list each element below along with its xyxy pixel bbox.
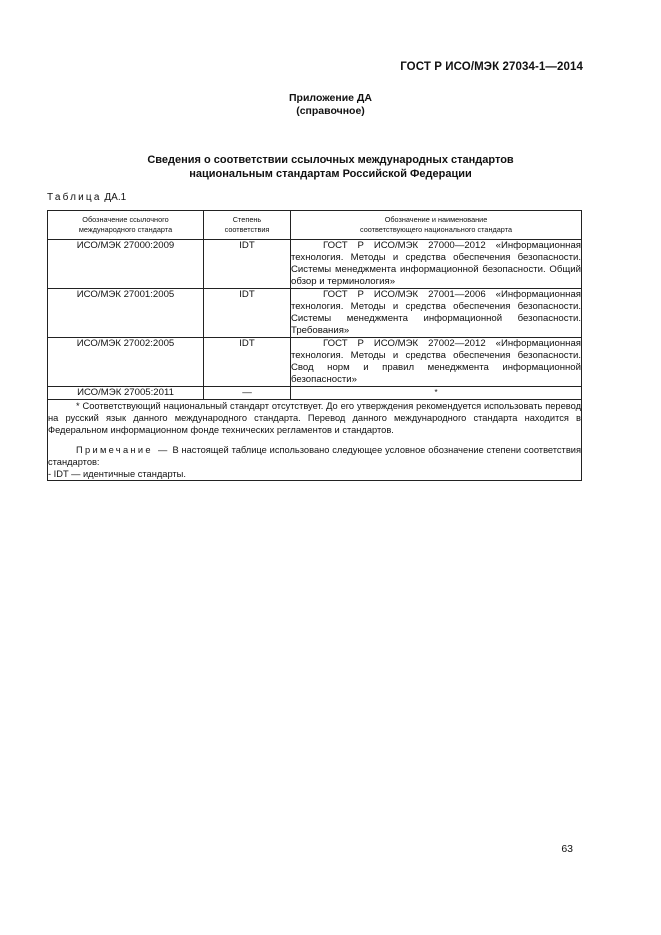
- header-reference-standard: [48, 211, 204, 240]
- note-text: В настоящей таблице использовано следующее условное обозначение степени соответствия стандартов:: [48, 445, 581, 467]
- section-title-line-1: Сведения о соответствии ссылочных международных стандартов: [147, 154, 514, 166]
- national-standard-text: ГОСТ Р ИСО/МЭК 27000—2012 «Информационная технология. Методы и средства обеспечения безопасности. Системы менеджмента информационной безопасности. Общий обзор и терминология»: [291, 240, 581, 287]
- reference-code: ИСО/МЭК 27001:2005: [48, 289, 204, 338]
- page-number: 63: [561, 843, 573, 855]
- header-degree: [204, 211, 291, 240]
- table-label-word: Таблица: [47, 192, 102, 203]
- table-row: [48, 338, 582, 387]
- table-label-number: ДА.1: [104, 192, 127, 203]
- header-national-standard: [291, 211, 582, 240]
- table-row: [48, 289, 582, 338]
- document-code: ГОСТ Р ИСО/МЭК 27034-1—2014: [400, 61, 583, 73]
- annex-title: Приложение ДА: [289, 92, 372, 104]
- header-col1-line2: международного стандарта: [78, 225, 173, 234]
- annex-heading: [0, 92, 661, 118]
- note-lead: Примечание —: [76, 445, 170, 455]
- note-item: - IDT — идентичные стандарты.: [48, 469, 186, 479]
- table-row: [48, 240, 582, 289]
- header-col1-line1: Обозначение ссылочного: [82, 215, 169, 224]
- national-standard-name: [291, 338, 582, 387]
- annex-subtitle: (справочное): [296, 105, 365, 117]
- footnote: * Соответствующий национальный стандарт отсутствует. До его утверждения рекомендуется использовать перевод на русский язык данного международного стандарта. Перевод данного международного стандарта находится в Федеральном информационном фонде технических регламентов и стандартов.: [48, 401, 581, 435]
- national-standard-name: [291, 240, 582, 289]
- degree-value: IDT: [204, 338, 291, 387]
- national-standard-footnote-mark: *: [291, 387, 582, 400]
- national-standard-text: ГОСТ Р ИСО/МЭК 27002—2012 «Информационная технология. Методы и средства обеспечения безопасности. Свод норм и правил менеджмента информационной безопасности»: [291, 338, 581, 385]
- degree-value: —: [204, 387, 291, 400]
- note: [48, 444, 581, 468]
- national-standard-text: ГОСТ Р ИСО/МЭК 27001—2006 «Информационная технология. Методы и средства обеспечения безопасности. Системы менеджмента информационной безопасности. Требования»: [291, 289, 581, 336]
- reference-code: ИСО/МЭК 27005:2011: [48, 387, 204, 400]
- degree-value: IDT: [204, 240, 291, 289]
- reference-code: ИСО/МЭК 27002:2005: [48, 338, 204, 387]
- header-col3-line1: Обозначение и наименование: [384, 215, 488, 224]
- national-standard-name: [291, 289, 582, 338]
- table-footer: [48, 400, 582, 481]
- table-label: [47, 192, 126, 203]
- header-col2-line1: Степень: [232, 215, 262, 224]
- reference-code: ИСО/МЭК 27000:2009: [48, 240, 204, 289]
- degree-value: IDT: [204, 289, 291, 338]
- table-header-row: [48, 211, 582, 240]
- correspondence-table: [47, 210, 582, 481]
- table-footer-row: [48, 400, 582, 481]
- section-title-line-2: национальным стандартам Российской Федерации: [189, 168, 472, 180]
- header-col3-line2: соответствующего национального стандарта: [359, 225, 513, 234]
- header-col2-line2: соответствия: [224, 225, 270, 234]
- section-title: [0, 153, 661, 181]
- table-row: [48, 387, 582, 400]
